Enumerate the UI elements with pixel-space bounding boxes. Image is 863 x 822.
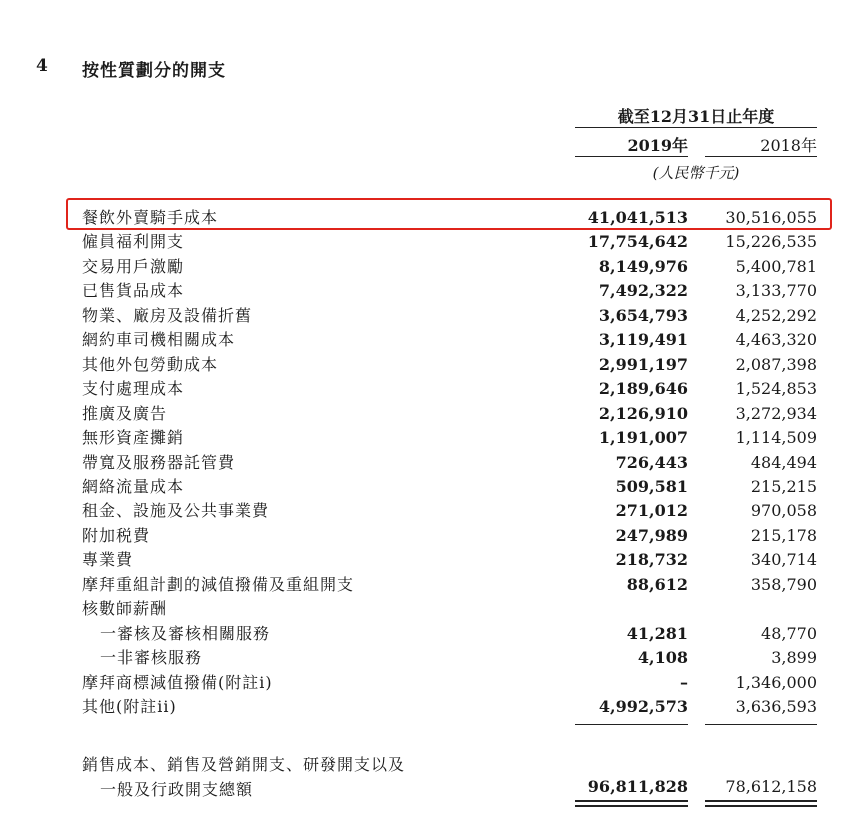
row-label: 已售貨品成本 bbox=[82, 281, 185, 301]
row-value-2019: 2,991,197 bbox=[598, 354, 688, 374]
table-row bbox=[0, 475, 863, 499]
table-row bbox=[0, 573, 863, 597]
table-row bbox=[0, 695, 863, 719]
row-value-2019: 41,281 bbox=[626, 623, 688, 643]
row-label: 專業費 bbox=[82, 550, 134, 570]
table-row bbox=[0, 671, 863, 695]
table-row bbox=[0, 353, 863, 377]
table-row bbox=[0, 328, 863, 352]
year-2019-header: 2019年 bbox=[627, 136, 688, 155]
row-value-2019: 4,992,573 bbox=[598, 697, 688, 716]
row-label: 網約車司機相關成本 bbox=[82, 330, 236, 350]
table-row bbox=[0, 451, 863, 475]
row-value-2019: 726,443 bbox=[615, 452, 688, 472]
total-label-line2: 一般及行政開支總額 bbox=[100, 780, 254, 799]
section-title: 按性質劃分的開支 bbox=[82, 61, 226, 81]
year-2018-underline bbox=[705, 156, 817, 157]
row-label: 一審核及審核相關服務 bbox=[100, 623, 271, 643]
row-value-2018: 48,770 bbox=[761, 623, 817, 643]
period-header: 截至12月31日止年度 bbox=[617, 107, 775, 126]
row-label: 交易用戶激勵 bbox=[82, 256, 185, 276]
row-value-2019: 3,654,793 bbox=[598, 305, 688, 325]
table-row bbox=[0, 597, 863, 621]
total-double-underline-2018-second bbox=[705, 805, 817, 807]
table-row bbox=[0, 524, 863, 548]
row-value-2018: 358,790 bbox=[750, 574, 817, 594]
table-row bbox=[0, 426, 863, 450]
table-row bbox=[0, 646, 863, 670]
row-value-2019: 41,041,513 bbox=[587, 208, 688, 227]
row-label: 網絡流量成本 bbox=[82, 476, 185, 496]
row-label: 僱員福利開支 bbox=[82, 232, 185, 252]
row-value-2018: 484,494 bbox=[750, 452, 817, 472]
row-value-2018: 3,899 bbox=[771, 648, 817, 668]
row-value-2018: 4,252,292 bbox=[735, 305, 817, 325]
row-value-2018: 340,714 bbox=[750, 550, 817, 570]
row-value-2018: 5,400,781 bbox=[735, 256, 817, 276]
subtotal-underline-2018 bbox=[705, 724, 817, 725]
total-value-2019: 96,811,828 bbox=[587, 777, 688, 796]
row-value-2018: 1,114,509 bbox=[735, 428, 817, 448]
row-value-2019: 4,108 bbox=[637, 648, 688, 668]
year-2018-header: 2018年 bbox=[760, 136, 817, 155]
row-value-2018: 215,215 bbox=[750, 476, 817, 496]
row-value-2018: 970,058 bbox=[750, 501, 817, 521]
row-value-2018: 2,087,398 bbox=[735, 354, 817, 374]
row-label: 核數師薪酬 bbox=[82, 599, 168, 619]
row-value-2019: – bbox=[680, 672, 688, 692]
row-value-2019: 8,149,976 bbox=[598, 256, 688, 276]
row-value-2018: 3,133,770 bbox=[735, 281, 817, 301]
table-row bbox=[0, 206, 863, 230]
row-label: 一非審核服務 bbox=[100, 648, 203, 668]
row-value-2018: 3,272,934 bbox=[735, 403, 817, 423]
row-value-2019: 218,732 bbox=[615, 550, 688, 570]
table-row bbox=[0, 230, 863, 254]
row-value-2019: 3,119,491 bbox=[598, 330, 688, 350]
row-value-2018: 215,178 bbox=[750, 525, 817, 545]
row-label: 帶寬及服務器託管費 bbox=[82, 452, 236, 472]
table-row bbox=[0, 377, 863, 401]
row-label: 附加税費 bbox=[82, 525, 151, 545]
table-row bbox=[0, 279, 863, 303]
total-label-line1: 銷售成本、銷售及營銷開支、研發開支以及 bbox=[82, 755, 406, 774]
row-value-2019: 271,012 bbox=[615, 501, 688, 521]
row-label: 租金、設施及公共事業費 bbox=[82, 501, 270, 521]
row-label: 其他外包勞動成本 bbox=[82, 354, 219, 374]
table-row bbox=[0, 304, 863, 328]
row-value-2019: 509,581 bbox=[615, 476, 688, 496]
subtotal-underline-2019 bbox=[575, 724, 688, 725]
row-label: 物業、廠房及設備折舊 bbox=[82, 305, 253, 325]
row-label: 其他(附註ii) bbox=[82, 697, 177, 716]
row-value-2019: 88,612 bbox=[626, 574, 688, 594]
row-value-2018: 15,226,535 bbox=[725, 232, 817, 252]
row-value-2019: 17,754,642 bbox=[587, 232, 688, 252]
row-label: 無形資產攤銷 bbox=[82, 428, 185, 448]
row-value-2018: 1,346,000 bbox=[735, 672, 817, 692]
total-double-underline-2019-second bbox=[575, 805, 688, 807]
row-value-2019: 247,989 bbox=[615, 525, 688, 545]
row-value-2019: 1,191,007 bbox=[598, 428, 688, 448]
row-value-2018: 4,463,320 bbox=[735, 330, 817, 350]
section-number: 4 bbox=[36, 56, 48, 76]
total-double-underline-2019 bbox=[575, 800, 688, 802]
row-value-2018: 3,636,593 bbox=[735, 697, 817, 716]
table-row bbox=[0, 402, 863, 426]
row-label: 摩拜商標減值撥備(附註i) bbox=[82, 672, 273, 692]
row-label: 餐飲外賣騎手成本 bbox=[82, 208, 219, 227]
row-value-2019: 7,492,322 bbox=[598, 281, 688, 301]
table-row bbox=[0, 548, 863, 572]
row-label: 推廣及廣告 bbox=[82, 403, 168, 423]
row-value-2018: 30,516,055 bbox=[725, 208, 817, 227]
table-row bbox=[0, 622, 863, 646]
total-double-underline-2018 bbox=[705, 800, 817, 802]
row-value-2019: 2,126,910 bbox=[598, 403, 688, 423]
unit-label: (人民幣千元) bbox=[652, 164, 740, 182]
row-label: 支付處理成本 bbox=[82, 379, 185, 399]
table-row bbox=[0, 255, 863, 279]
period-underline bbox=[575, 127, 817, 128]
total-value-2018: 78,612,158 bbox=[725, 777, 817, 796]
row-value-2019: 2,189,646 bbox=[598, 379, 688, 399]
row-label: 摩拜重組計劃的減值撥備及重組開支 bbox=[82, 574, 355, 594]
year-2019-underline bbox=[575, 156, 688, 157]
row-value-2018: 1,524,853 bbox=[735, 379, 817, 399]
table-row bbox=[0, 499, 863, 523]
